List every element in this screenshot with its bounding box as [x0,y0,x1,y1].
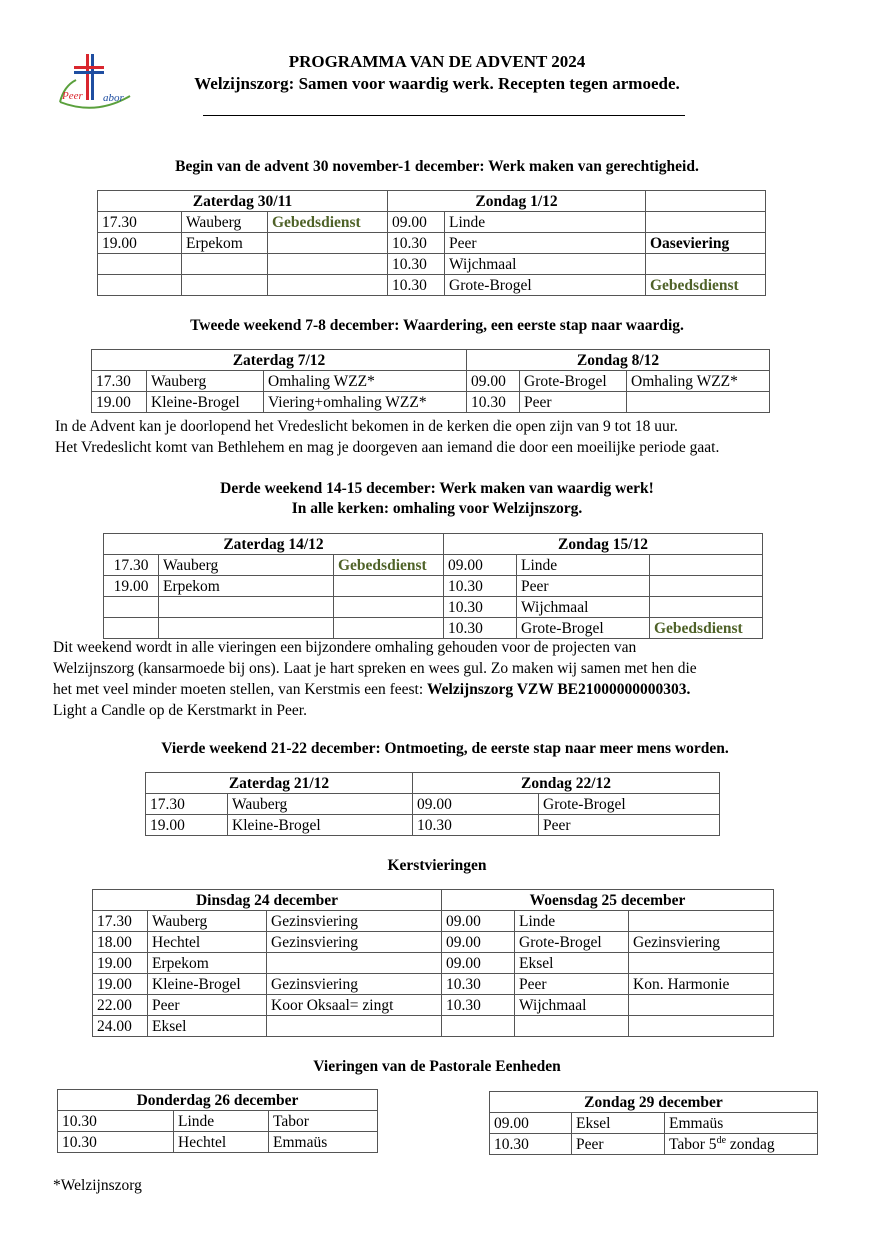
table-row: 22.00 Peer Koor Oksaal= zingt 10.30 Wijchmaal [93,995,774,1016]
week2-table [91,349,770,413]
pastoral-table-sunday [489,1091,818,1155]
table-row: 17.30 Wauberg 09.00 Grote-Brogel [146,794,720,815]
pastoral-table-thursday [57,1089,378,1153]
pastoral-day2-header: Zondag 29 december [490,1092,818,1113]
week2-sun-header: Zondag 8/12 [467,350,770,371]
table-row: 17.30 Wauberg Gezinsviering 09.00 Linde [93,911,774,932]
christmas-day2-header: Woensdag 25 december [442,890,774,911]
week3-sun-header: Zondag 15/12 [444,534,763,555]
table-row: 19.00 Erpekom 09.00 Eksel [93,953,774,974]
christmas-day1-header: Dinsdag 24 december [93,890,442,911]
pastoral-heading: Vieringen van de Pastorale Eenheden [313,1058,561,1075]
week3-table [103,533,763,639]
page-subtitle: Welzijnszorg: Samen voor waardig werk. Recepten tegen armoede. [194,74,680,93]
week3-para-2: Welzijnszorg (kansarmoede bij ons). Laat je hart spreken en wees gul. Zo maken wij samen met hen die [53,660,697,677]
week3-para-1: Dit weekend wordt in alle vieringen een bijzondere omhaling gehouden voor de projecten van [53,639,637,656]
table-row: 10.30 Wijchmaal [104,597,763,618]
table-row: 10.30 Hechtel Emmaüs [58,1132,378,1153]
table-row: 19.00 Kleine-Brogel 10.30 Peer [146,815,720,836]
week1-table [97,190,766,296]
logo-text-right: abor [103,92,124,104]
week3-heading-1: Derde weekend 14-15 december: Werk maken van waardig werk! [220,480,654,497]
footnote: *Welzijnszorg [53,1177,142,1194]
week4-sat-header: Zaterdag 21/12 [146,773,413,794]
table-row: 18.00 Hechtel Gezinsviering 09.00 Grote-Brogel Gezinsviering [93,932,774,953]
table-row: 19.00 Kleine-Brogel Viering+omhaling WZZ* 10.30 Peer [92,392,770,413]
page-title: PROGRAMMA VAN DE ADVENT 2024 [288,52,586,71]
week1-heading: Begin van de advent 30 november-1 december: Werk maken van gerechtigheid. [175,158,699,175]
table-row: 10.30 Peer Tabor 5de zondag [490,1134,818,1155]
table-row: 19.00 Erpekom 10.30 Peer [104,576,763,597]
pastoral-day1-header: Donderdag 26 december [58,1090,378,1111]
week3-para-4: Light a Candle op de Kerstmarkt in Peer. [53,702,307,719]
table-row: 09.00 Eksel Emmaüs [490,1113,818,1134]
table-row: 10.30 Grote-Brogel Gebedsdienst [98,275,766,296]
week2-sat-header: Zaterdag 7/12 [92,350,467,371]
table-row: 19.00 Erpekom 10.30 Peer Oaseviering [98,233,766,254]
table-row: 17.30 Wauberg Omhaling WZZ* 09.00 Grote-Brogel Omhaling WZZ* [92,371,770,392]
week2-heading: Tweede weekend 7-8 december: Waardering, een eerste stap naar waardig. [190,317,684,334]
week4-table [145,772,720,836]
week4-sun-header: Zondag 22/12 [413,773,720,794]
week4-heading: Vierde weekend 21-22 december: Ontmoeting, de eerste stap naar meer mens worden. [161,740,729,757]
week2-note-2: Het Vredeslicht komt van Bethlehem en mag je doorgeven aan iemand die door een moeilijke periode gaat. [55,439,720,456]
week3-para-3: het met veel minder moeten stellen, van Kerstmis een feest: Welzijnszorg VZW BE21000000000303. [53,681,691,698]
week1-sun-header: Zondag 1/12 [388,191,646,212]
bank-account: Welzijnszorg VZW BE21000000000303. [427,681,691,698]
week1-sat-header: Zaterdag 30/11 [98,191,388,212]
table-row: 10.30 Wijchmaal [98,254,766,275]
christmas-heading: Kerstvieringen [387,857,487,874]
table-row: 17.30 Wauberg Gebedsdienst 09.00 Linde [104,555,763,576]
logo-text-left: Peer [62,90,83,102]
table-row: 19.00 Kleine-Brogel Gezinsviering 10.30 Peer Kon. Harmonie [93,974,774,995]
christmas-table [92,889,774,1037]
week3-heading-2: In alle kerken: omhaling voor Welzijnszorg. [291,500,583,517]
week2-note-1: In de Advent kan je doorlopend het Vredeslicht bekomen in de kerken die open zijn van 9 tot 18 uur. [55,418,678,435]
table-row: 10.30 Linde Tabor [58,1111,378,1132]
table-row: 10.30 Grote-Brogel Gebedsdienst [104,618,763,639]
table-row: 17.30 Wauberg Gebedsdienst 09.00 Linde [98,212,766,233]
title-underline [203,115,685,116]
week3-sat-header: Zaterdag 14/12 [104,534,444,555]
table-row: 24.00 Eksel [93,1016,774,1037]
